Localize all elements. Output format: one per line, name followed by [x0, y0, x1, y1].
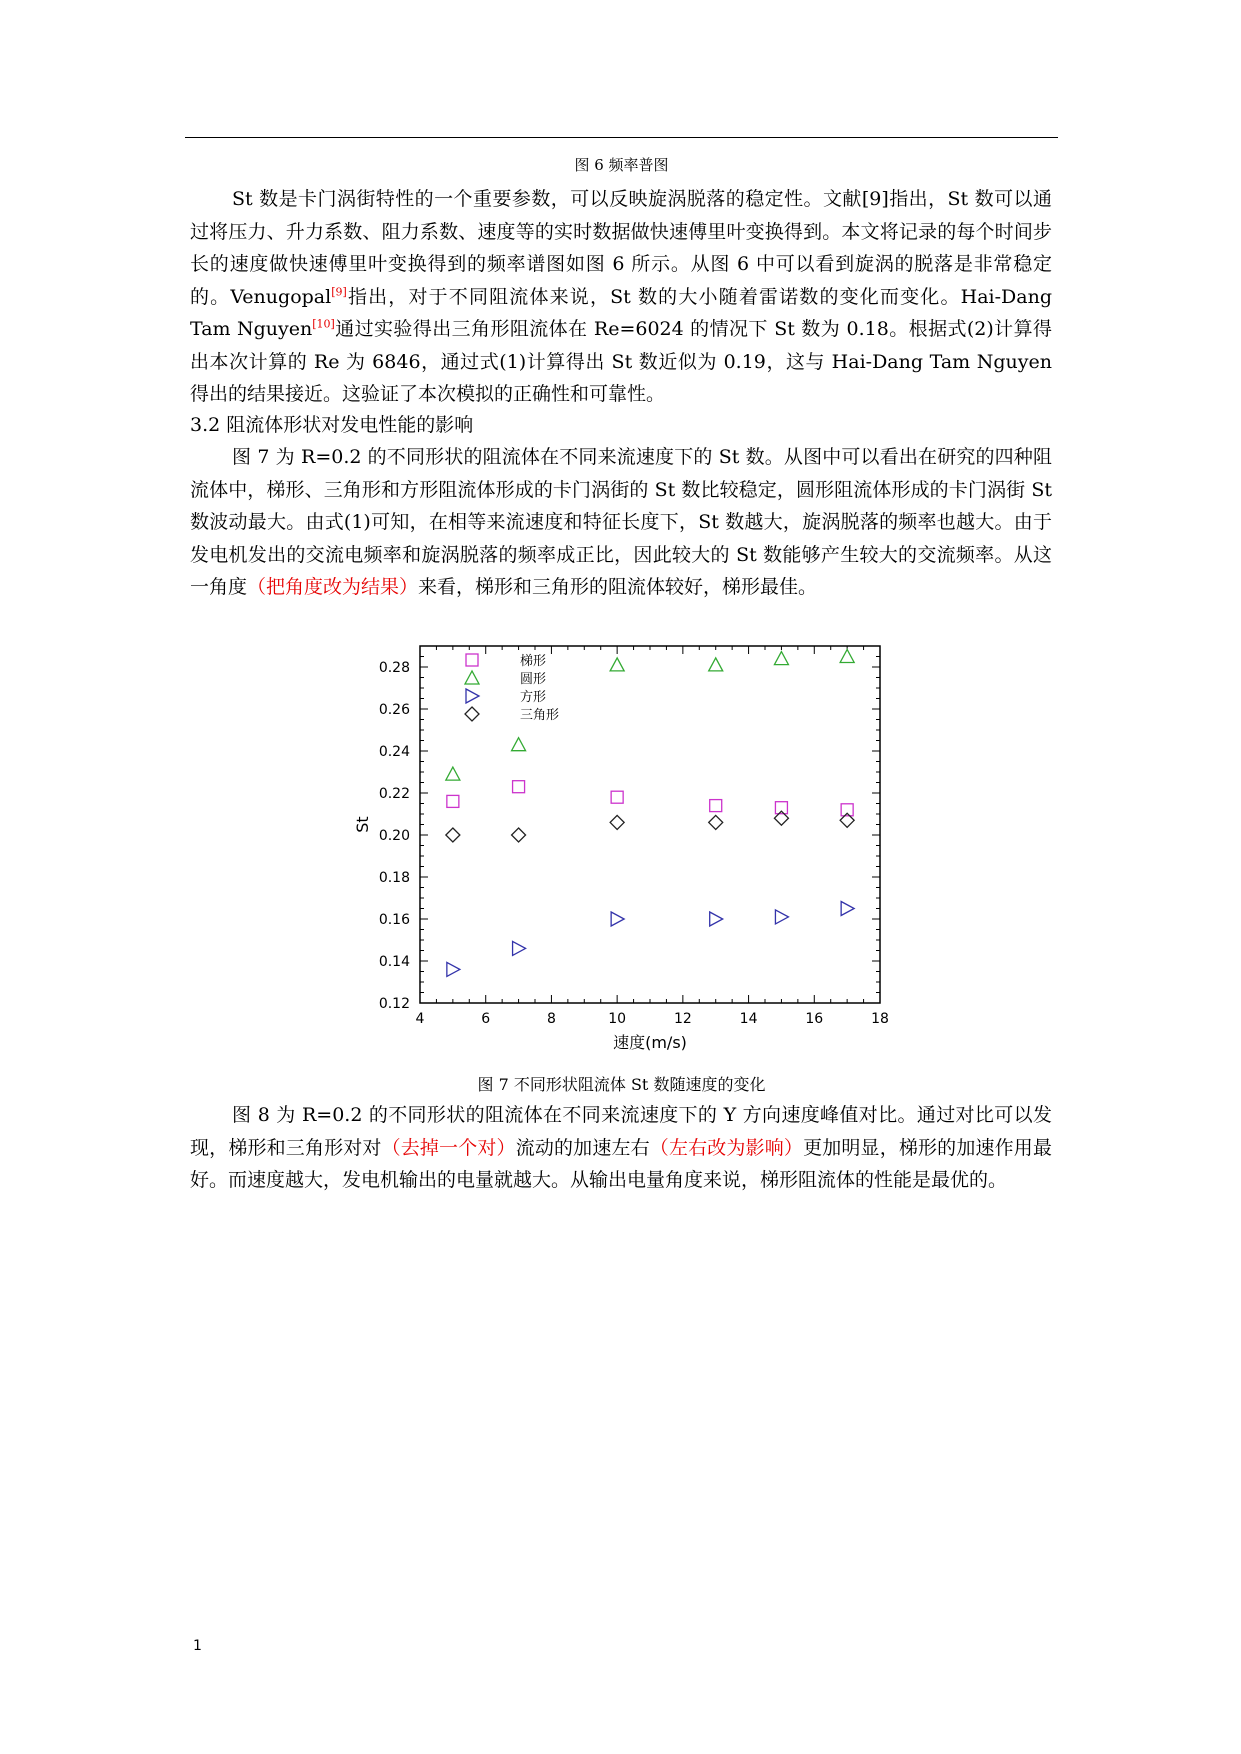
data-point [512, 738, 526, 751]
data-point [446, 828, 460, 842]
chart-legend [465, 653, 559, 723]
y-tick-label: 0.22 [378, 786, 410, 802]
legend-marker [465, 671, 479, 684]
x-tick-label: 4 [415, 1011, 425, 1027]
y-tick-label: 0.20 [378, 828, 410, 844]
chart-axes [353, 646, 889, 1052]
data-point [775, 910, 788, 924]
data-point [446, 767, 460, 780]
para3-text-3: 更加明显，梯形的加速作用最好。而速度越大，发电机输出的电量就越大。从输出电量角度来说，梯形阻流体的性能是最优的。 [190, 1136, 1052, 1191]
y-axis-label: St [353, 816, 372, 833]
data-point [774, 652, 788, 665]
paragraph-3 [190, 1099, 1052, 1197]
data-point [840, 650, 854, 663]
x-tick-label: 8 [546, 1011, 556, 1027]
data-point [710, 800, 722, 812]
legend-marker [466, 654, 478, 666]
fig6-caption: 图 6 频率普图 [574, 156, 669, 174]
y-tick-label: 0.16 [378, 912, 410, 928]
data-point [513, 781, 525, 793]
chart-points [446, 650, 854, 977]
header-rule [185, 137, 1058, 138]
para3-text-2: 流动的加速左右 [515, 1136, 650, 1159]
data-point [841, 902, 854, 916]
data-point [710, 912, 723, 926]
data-point [709, 658, 723, 671]
legend-label: 方形 [520, 690, 547, 705]
x-tick-label: 6 [481, 1011, 491, 1027]
x-tick-label: 18 [871, 1011, 889, 1027]
data-point [512, 828, 526, 842]
legend-marker [466, 689, 479, 703]
citation-10[interactable]: [10] [312, 317, 335, 331]
legend-label: 圆形 [520, 672, 547, 687]
data-point [513, 941, 526, 955]
data-point [610, 658, 624, 671]
edit-comment-2: （去掉一个对） [381, 1136, 516, 1159]
para1-text-2: 指出，对于不同阻流体来说，St 数的大小随着雷诺数的变化而变化。Hai-Dang Tam Nguyen [190, 285, 1052, 340]
para3-text-1: 图 8 为 R=0.2 的不同形状的阻流体在不同来流速度下的 Y 方向速度峰值对比。通过对比可以发现，梯形和三角形对对 [190, 1104, 1052, 1159]
y-tick-label: 0.12 [378, 996, 410, 1012]
fig7-caption: 图 7 不同形状阻流体 St 数随速度的变化 [477, 1075, 766, 1094]
x-axis-label: 速度(m/s) [613, 1033, 687, 1052]
y-tick-label: 0.26 [378, 702, 410, 718]
y-tick-label: 0.18 [378, 870, 410, 886]
section-heading: 3.2 阻流体形状对发电性能的影响 [190, 414, 474, 436]
paragraph-1 [190, 183, 1052, 411]
citation-9[interactable]: [9] [331, 285, 347, 299]
legend-label: 梯形 [520, 654, 547, 669]
legend-label: 三角形 [520, 708, 560, 723]
y-tick-label: 0.24 [378, 744, 410, 760]
data-point [447, 795, 459, 807]
x-tick-label: 12 [673, 1011, 692, 1027]
data-point [447, 962, 460, 976]
paragraph-2 [190, 441, 1052, 604]
legend-marker [465, 707, 479, 721]
x-tick-label: 14 [739, 1011, 758, 1027]
x-tick-label: 16 [805, 1011, 824, 1027]
y-tick-label: 0.14 [378, 954, 410, 970]
data-point [610, 815, 624, 829]
page-number: 1 [193, 1638, 202, 1654]
para2-text-2: 来看，梯形和三角形的阻流体较好，梯形最佳。 [418, 576, 818, 598]
edit-comment-1: （把角度改为结果） [247, 576, 419, 598]
data-point [611, 912, 624, 926]
plot-frame [420, 646, 880, 1003]
data-point [611, 791, 623, 803]
edit-comment-3: （左右改为影响） [649, 1136, 804, 1159]
st-scatter-chart [350, 640, 890, 1060]
data-point [709, 815, 723, 829]
x-tick-label: 10 [608, 1011, 627, 1027]
para2-text-1: 图 7 为 R=0.2 的不同形状的阻流体在不同来流速度下的 St 数。从图中可以看出在研究的四种阻流体中，梯形、三角形和方形阻流体形成的卡门涡街的 St 数比较稳定，圆形阻流体形成的卡门涡街 St 数波动最大。由式(1)可知，在相等来流速度和特征长度下，St 数越大，旋涡脱落的频率也越大。由于发电机发出的交流电频率和旋涡脱落的频率成正比，因此较大的 St 数能够产生较大的交流频率。从这一角度 [190, 446, 1052, 598]
chart-svg [350, 640, 890, 1060]
para1-text-3: 通过实验得出三角形阻流体在 Re=6024 的情况下 St 数为 0.18。根据式(2)计算得出本次计算的 Re 为 6846，通过式(1)计算得出 St 数近似为 0.19，这与 Hai-Dang Tam Nguyen 得出的结果接近。这验证了本次模拟的正确性和可靠性。 [190, 318, 1052, 405]
para1-text-1: St 数是卡门涡街特性的一个重要参数，可以反映旋涡脱落的稳定性。文献[9]指出，St 数可以通过将压力、升力系数、阻力系数、速度等的实时数据做快速傅里叶变换得到。本文将记录的每个时间步长的速度做快速傅里叶变换得到的频率谱图如图 6 所示。从图 6 中可以看到旋涡的脱落是非常稳定的。Venugopal [190, 188, 1052, 308]
y-tick-label: 0.28 [378, 660, 410, 676]
